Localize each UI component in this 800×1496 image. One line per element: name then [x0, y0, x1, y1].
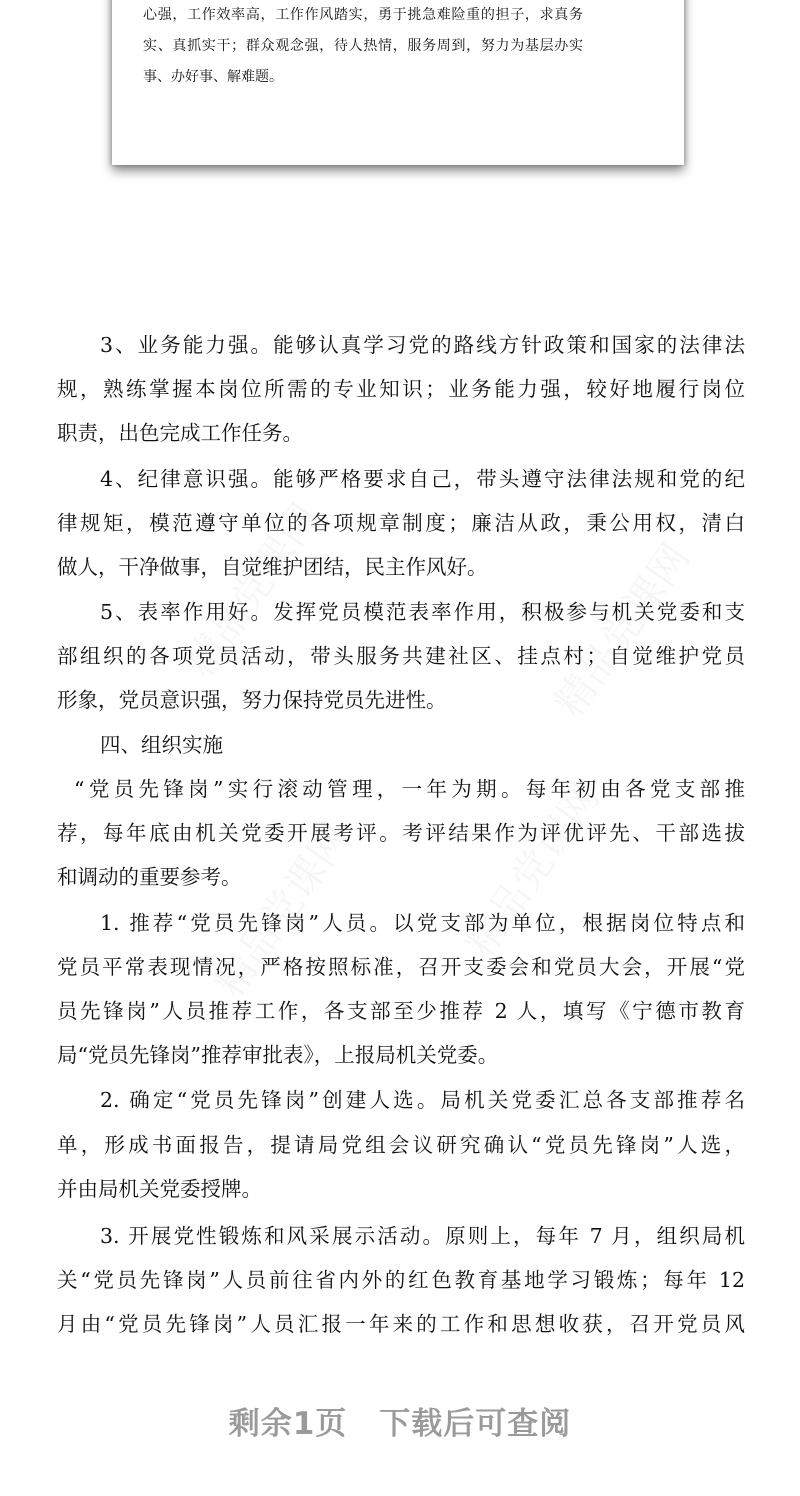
paragraph-line: 5、表率作用好。发挥党员模范表率作用，积极参与机关党委和支 [100, 600, 745, 624]
paragraph-line: 3. 开展党性锻炼和风采展示活动。原则上，每年 7 月，组织局机 [100, 1224, 745, 1248]
paragraph-line: 形象，党员意识强，努力保持党员先进性。 [57, 688, 447, 712]
paragraph-line: 1. 推荐“党员先锋岗”人员。以党支部为单位，根据岗位特点和 [100, 911, 745, 935]
paragraph-line: 关“党员先锋岗”人员前往省内外的红色教育基地学习锻炼；每年 12 [57, 1268, 745, 1292]
previous-page-card [112, 0, 684, 165]
card-text-line: 事、办好事、解难题。 [143, 69, 283, 85]
paragraph-line: 党员平常表现情况，严格按照标准，召开支委会和党员大会，开展“党 [57, 955, 745, 979]
paragraph-line: 规，熟练掌握本岗位所需的专业知识；业务能力强，较好地履行岗位 [57, 377, 745, 401]
paragraph-line: “党员先锋岗”实行滚动管理，一年为期。每年初由各党支部推 [74, 777, 745, 801]
paragraph-line: 律规矩，模范遵守单位的各项规章制度；廉洁从政，秉公用权，清白 [57, 511, 745, 535]
paragraph-line: 局“党员先锋岗”推荐审批表》，上报局机关党委。 [57, 1043, 499, 1067]
paragraph-line: 并由局机关党委授牌。 [57, 1177, 262, 1201]
download-to-view-label[interactable]: 下载后可查阅 [379, 1406, 572, 1442]
card-text-line: 心强，工作效率高，工作作风踏实，勇于挑急难险重的担子，求真务 [143, 7, 583, 23]
paragraph-line: 月由“党员先锋岗”人员汇报一年来的工作和思想收获，召开党员风 [57, 1312, 745, 1336]
download-prompt[interactable] [0, 1398, 800, 1443]
paragraph-line: 员先锋岗”人员推荐工作，各支部至少推荐 2 人，填写《宁德市教育 [57, 999, 745, 1023]
remaining-pages-label: 剩余1页 [228, 1406, 348, 1442]
paragraph-line: 荐，每年底由机关党委开展考评。考评结果作为评优评先、干部选拔 [57, 821, 745, 845]
paragraph-line: 单，形成书面报告，提请局党组会议研究确认“党员先锋岗”人选， [57, 1133, 745, 1157]
paragraph-line: 职责，出色完成工作任务。 [57, 421, 303, 445]
paragraph-line: 做人，干净做事，自觉维护团结，民主作风好。 [57, 555, 488, 579]
paragraph-line: 2. 确定“党员先锋岗”创建人选。局机关党委汇总各支部推荐名 [100, 1088, 745, 1112]
paragraph-line: 3、业务能力强。能够认真学习党的路线方针政策和国家的法律法 [100, 333, 745, 357]
paragraph-line: 部组织的各项党员活动，带头服务共建社区、挂点村；自觉维护党员 [57, 644, 745, 668]
paragraph-line: 4、纪律意识强。能够严格要求自己，带头遵守法律法规和党的纪 [100, 467, 745, 491]
paragraph-line: 和调动的重要参考。 [57, 865, 242, 889]
card-text-line: 实、真抓实干；群众观念强，待人热情，服务周到，努力为基层办实 [143, 38, 583, 54]
section-heading: 四、组织实施 [100, 733, 223, 757]
